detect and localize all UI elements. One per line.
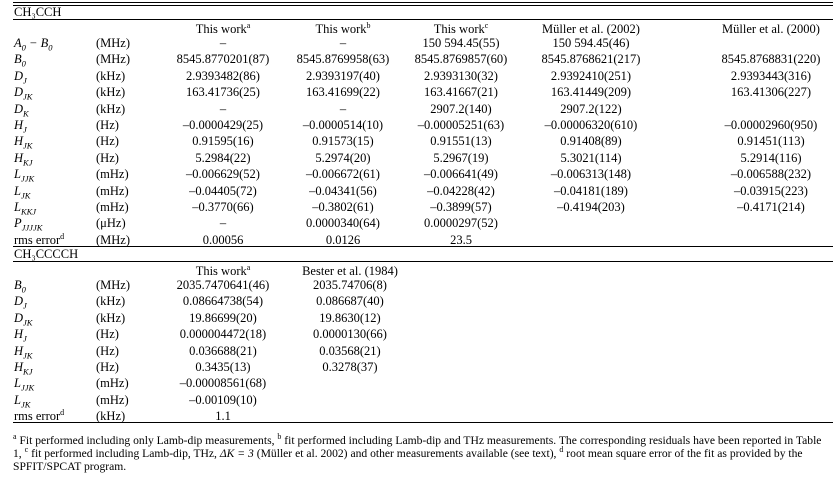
row-unit: (μHz) xyxy=(96,216,126,231)
table-cell: –0.04341(56) xyxy=(309,183,377,198)
table-cell: –0.006672(61) xyxy=(306,167,380,182)
table-cell: 163.41667(21) xyxy=(424,85,498,100)
row-unit: (kHz) xyxy=(96,409,126,424)
table-cell: –0.4171(214) xyxy=(737,200,805,214)
row-unit: (Hz) xyxy=(96,118,119,132)
table-cell: –0.0000514(10) xyxy=(302,118,384,132)
table-cell: –0.04228(42) xyxy=(427,183,495,198)
row-unit: (kHz) xyxy=(96,294,126,309)
row-parameter: $L_{JK}$ xyxy=(14,183,31,201)
table-cell: –0.03915(223) xyxy=(734,183,808,198)
table-cell: 5.3021(114) xyxy=(560,150,622,165)
table-cell: 163.41306(227) xyxy=(730,85,812,100)
table-cell: –0.006641(49) xyxy=(424,167,498,182)
row-unit: (kHz) xyxy=(96,68,126,83)
table-cell: 5.2984(22) xyxy=(195,150,251,165)
row-unit: (Hz) xyxy=(96,343,119,358)
row-parameter: rms error$^d$ xyxy=(14,408,65,424)
row-parameter: $P_{JJJJK}$ xyxy=(14,216,43,233)
table-cell: 0.000004472(18) xyxy=(179,327,267,342)
table-cell: –0.3802(61) xyxy=(312,200,374,214)
table-cell: 0.91595(16) xyxy=(192,134,254,149)
table-cell: 2.9393482(86) xyxy=(186,68,260,83)
footnote-b: fit performed including Lamb-dip and THz measurements. The corresponding residuals have been reported in Table 1, xyxy=(13,434,822,461)
table-cell: 0.91551(13) xyxy=(430,134,492,149)
section-rule-2 xyxy=(13,261,833,262)
column-header-2: Bester et al. (1984) xyxy=(302,264,398,278)
row-unit: (mHz) xyxy=(96,183,129,198)
table-cell: 2907.2(140) xyxy=(430,101,492,116)
table-cell: 8545.8769857(60) xyxy=(414,52,508,67)
table-cell: –0.04405(72) xyxy=(189,183,257,198)
table-cell: 2035.7470641(46) xyxy=(176,278,270,292)
row-unit: (MHz) xyxy=(96,36,131,50)
row-unit: (Hz) xyxy=(96,327,119,342)
table-cell: – xyxy=(219,101,227,116)
table-cell: 1.1 xyxy=(215,409,231,424)
table-cell: –0.00109(10) xyxy=(189,392,257,407)
table-cell: – xyxy=(219,216,227,231)
row-unit: (mHz) xyxy=(96,376,129,391)
column-header-2: This work$^b$ xyxy=(315,20,371,36)
footnote-c-1: fit performed including Lamb-dip, THz, xyxy=(31,447,217,461)
table-cell: 0.08664738(54) xyxy=(182,294,264,309)
table-cell: 163.41449(209) xyxy=(550,85,632,100)
row-parameter: $H_{KJ}$ xyxy=(14,150,33,168)
section-rule-1 xyxy=(13,19,833,20)
row-unit: (kHz) xyxy=(96,85,126,100)
row-unit: (MHz) xyxy=(96,278,131,292)
table-cell: 8545.8770201(87) xyxy=(176,52,270,67)
top-rule-1 xyxy=(13,2,833,3)
table-cell: –0.3899(57) xyxy=(430,200,492,214)
table-cell: 19.86699(20) xyxy=(189,310,257,325)
table-cell: –0.006588(232) xyxy=(730,167,812,182)
table-cell: – xyxy=(219,36,227,50)
row-parameter: $B_0$ xyxy=(14,52,26,69)
footnote-a: Fit performed including only Lamb-dip measurements, xyxy=(19,434,275,447)
table-cell: –0.00005251(63) xyxy=(417,118,505,132)
footnote-d: root mean square error of the fit as provided by the SPFIT/SPCAT program. xyxy=(13,447,803,474)
row-unit: (mHz) xyxy=(96,167,129,182)
table-cell: 0.086687(40) xyxy=(316,294,384,309)
section-divider xyxy=(13,246,833,247)
row-unit: (Hz) xyxy=(96,134,119,149)
table-cell: 0.03568(21) xyxy=(319,343,381,358)
table-cell: –0.00008561(68) xyxy=(179,376,267,391)
row-unit: (Hz) xyxy=(96,360,119,374)
table-cell: 150 594.45(46) xyxy=(552,36,630,50)
table-cell: –0.4194(203) xyxy=(557,200,625,214)
row-parameter: $H_J$ xyxy=(14,118,27,135)
row-parameter: $D_{JK}$ xyxy=(14,85,33,102)
table-cell: 163.41699(22) xyxy=(306,85,380,100)
row-parameter: $H_{KJ}$ xyxy=(14,360,33,377)
table-cell: 2.9393197(40) xyxy=(306,68,380,83)
table-cell: 0.91408(89) xyxy=(560,134,622,149)
row-parameter: $L_{KKJ}$ xyxy=(14,200,37,217)
row-parameter: $D_J$ xyxy=(14,68,27,86)
table-cell: –0.00002960(950) xyxy=(724,118,818,132)
footnote-c-delta: ΔK = 3 xyxy=(219,447,254,461)
table-cell: –0.00006320(610) xyxy=(544,118,638,132)
table-cell: 0.00056 xyxy=(202,232,244,247)
table-cell: 163.41736(25) xyxy=(186,85,260,100)
section-title-ch3cch: CH₃CCH xyxy=(14,5,62,19)
row-parameter: $L_{JJK}$ xyxy=(14,376,35,393)
table-cell: 0.0126 xyxy=(325,232,361,247)
row-unit: (mHz) xyxy=(96,200,129,214)
row-parameter: $H_J$ xyxy=(14,327,27,344)
table-cell: 23.5 xyxy=(450,232,472,247)
table-cell: 8545.8768621(217) xyxy=(541,52,641,67)
row-parameter: $H_{JK}$ xyxy=(14,343,33,361)
table-cell: 0.91573(15) xyxy=(312,134,374,149)
table-cell: 2.9393130(32) xyxy=(424,68,498,83)
row-parameter: $D_J$ xyxy=(14,294,27,311)
column-header-3: This work$^c$ xyxy=(433,20,489,36)
row-unit: (MHz) xyxy=(96,232,131,247)
table-cell: – xyxy=(339,101,347,116)
table-cell: 2.9393443(316) xyxy=(730,68,812,83)
table-cell: 5.2914(116) xyxy=(740,150,802,165)
top-rule-2 xyxy=(13,5,833,6)
column-header-5: Müller et al. (2000) xyxy=(722,22,820,36)
section-title-ch3cccch: CH₃CCCCH xyxy=(14,247,79,261)
row-parameter: rms error$^d$ xyxy=(14,231,65,247)
row-parameter: $L_{JK}$ xyxy=(14,392,31,410)
table-cell: 0.0000297(52) xyxy=(424,216,498,231)
table-cell: –0.006313(148) xyxy=(550,167,632,182)
row-parameter: $L_{JJK}$ xyxy=(14,167,35,184)
table-cell: 19.8630(12) xyxy=(319,310,381,325)
column-header-1: This work$^a$ xyxy=(195,262,251,278)
table-cell: 2.9392410(251) xyxy=(550,68,632,83)
table-cell: 0.3278(37) xyxy=(322,360,378,374)
table-cell: 0.0000130(66) xyxy=(313,327,387,342)
table-cell: –0.04181(189) xyxy=(554,183,628,198)
table-cell: 2035.74706(8) xyxy=(313,278,387,292)
table-cell: 0.036688(21) xyxy=(189,343,257,358)
table-cell: 150 594.45(55) xyxy=(422,36,500,50)
table-cell: 8545.8769958(63) xyxy=(296,52,390,67)
bottom-rule xyxy=(13,422,833,423)
table-cell: –0.0000429(25) xyxy=(182,118,264,132)
row-parameter: $D_{JK}$ xyxy=(14,310,33,328)
column-header-4: Müller et al. (2002) xyxy=(542,22,640,36)
table-cell: 5.2974(20) xyxy=(315,150,371,165)
row-parameter: $A_0 - B_0$ xyxy=(14,36,53,53)
table-cell: 5.2967(19) xyxy=(433,150,489,165)
row-unit: (kHz) xyxy=(96,101,126,116)
row-parameter: $D_K$ xyxy=(14,101,29,119)
row-unit: (Hz) xyxy=(96,150,119,165)
table-cell: –0.006629(52) xyxy=(186,167,260,182)
footnotes: $^a$ Fit performed including only Lamb-dip measurements, $^b$ fit performed including Lamb-dip and THz measurements. The corresponding residuals have been reported in Table 1, $^c$ fit performed including Lamb-dip, THz, ΔK = 3 (Müller et al. 2002) and other measurements available (see text), $^d$ root mean square error of the fit as provided by the SPFIT/SPCAT program. xyxy=(13,432,822,474)
row-unit: (MHz) xyxy=(96,52,131,67)
table-cell: –0.3770(66) xyxy=(192,200,254,214)
table-cell: 0.0000340(64) xyxy=(306,216,380,231)
table-cell: 8545.8768831(220) xyxy=(721,52,821,67)
footnote-c-2: (Müller et al. 2002) and other measurements available (see text), xyxy=(256,447,557,461)
table-cell: 2907.2(122) xyxy=(560,101,622,116)
table-cell: – xyxy=(339,36,347,50)
row-parameter: $B_0$ xyxy=(14,278,26,295)
row-unit: (kHz) xyxy=(96,310,126,325)
column-header-1: This work$^a$ xyxy=(195,20,251,36)
table-cell: 0.3435(13) xyxy=(195,360,251,374)
table-cell: 0.91451(113) xyxy=(737,134,805,149)
row-parameter: $H_{JK}$ xyxy=(14,134,33,151)
row-unit: (mHz) xyxy=(96,392,129,407)
